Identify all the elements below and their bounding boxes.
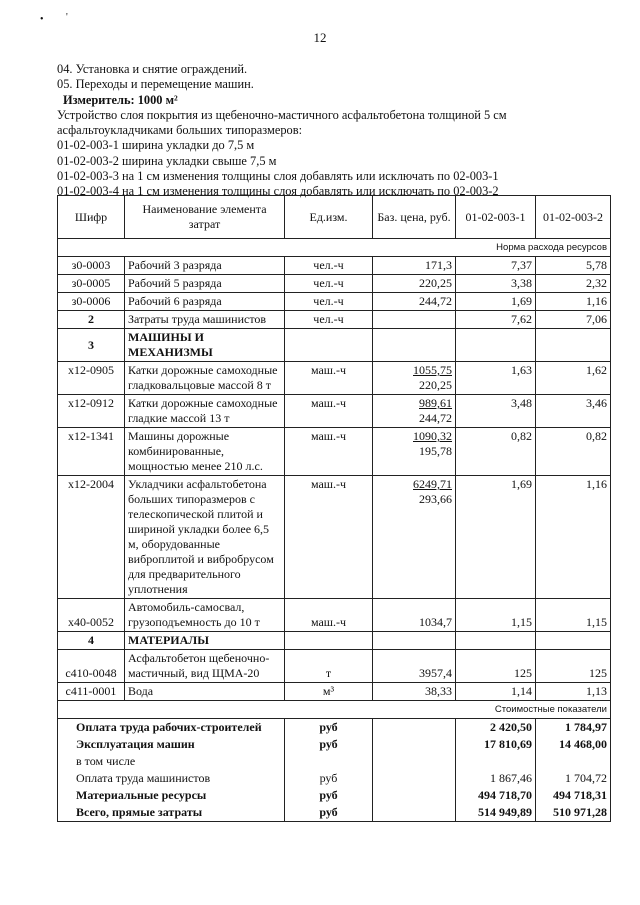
cost-name: Всего, прямые затраты — [58, 804, 285, 822]
cost-name: Оплата труда машинистов — [58, 770, 285, 787]
cost-row — [58, 804, 611, 822]
cell-v1: 1,14 — [456, 683, 536, 701]
cell-code: с411-0001 — [58, 683, 125, 701]
price-primary: 6249,71 — [413, 477, 452, 491]
cell-code: х12-0912 — [58, 395, 125, 428]
cost-v1: 2 420,50 — [456, 719, 536, 737]
cost-name: Эксплуатация машин — [58, 736, 285, 753]
cost-unit — [285, 753, 373, 770]
cell-unit: маш.-ч — [285, 599, 373, 632]
cell-v2: 0,82 — [536, 428, 611, 476]
price-secondary: 195,78 — [419, 444, 452, 458]
cost-label-row — [58, 701, 611, 719]
cell-price — [373, 311, 456, 329]
cell-v2: 125 — [536, 650, 611, 683]
cell-code: х12-0905 — [58, 362, 125, 395]
price-primary: 1034,7 — [419, 615, 452, 629]
section-row — [58, 632, 611, 650]
cell-v2: 1,13 — [536, 683, 611, 701]
cell-price — [373, 476, 456, 599]
code-line: 01-02-003-3 на 1 см изменения толщины слоя добавлять или исключать по 02-003-1 — [57, 169, 499, 184]
cost-unit: руб — [285, 719, 373, 737]
price-secondary: 293,66 — [419, 492, 452, 506]
norm-label-row — [58, 239, 611, 257]
header-col2: 01-02-003-2 — [536, 196, 611, 239]
header-price: Баз. цена, руб. — [373, 196, 456, 239]
cost-name: в том числе — [58, 753, 285, 770]
cell-unit: чел.-ч — [285, 311, 373, 329]
cost-unit: руб — [285, 804, 373, 822]
cell-v1: 125 — [456, 650, 536, 683]
machinist-row — [58, 311, 611, 329]
cell-unit: маш.-ч — [285, 395, 373, 428]
cell-unit: чел.-ч — [285, 257, 373, 275]
cell-name: Катки дорожные самоходные гладковальцовые массой 8 т — [125, 362, 285, 395]
cell-code: з0-0003 — [58, 257, 125, 275]
cost-row — [58, 719, 611, 737]
table-header-row — [58, 196, 611, 239]
cost-row — [58, 787, 611, 804]
cell-unit: чел.-ч — [285, 293, 373, 311]
code-line: 01-02-003-1 ширина укладки до 7,5 м — [57, 138, 255, 153]
cell-empty — [373, 770, 456, 787]
cost-v1: 514 949,89 — [456, 804, 536, 822]
cell-empty — [456, 329, 536, 362]
cell-code: с410-0048 — [58, 650, 125, 683]
cell-v2: 1,16 — [536, 476, 611, 599]
header-code: Шифр — [58, 196, 125, 239]
cell-price — [373, 362, 456, 395]
scan-mark: • — [40, 14, 44, 25]
intro-line: 04. Установка и снятие ограждений. — [57, 62, 248, 76]
cell-empty — [373, 736, 456, 753]
cell-unit: маш.-ч — [285, 362, 373, 395]
cell-price — [373, 395, 456, 428]
cell-empty — [373, 719, 456, 737]
page-number: 12 — [313, 30, 327, 45]
cell-name: Вода — [125, 683, 285, 701]
cell-price: 38,33 — [373, 683, 456, 701]
table-row — [58, 257, 611, 275]
price-secondary: 244,72 — [419, 411, 452, 425]
cost-unit: руб — [285, 787, 373, 804]
cell-price: 171,3 — [373, 257, 456, 275]
cell-name: Машины дорожные комбинированные, мощностью менее 210 л.с. — [125, 428, 285, 476]
cell-unit: т — [285, 650, 373, 683]
cell-price: 220,25 — [373, 275, 456, 293]
section-name: МАШИНЫ И МЕХАНИЗМЫ — [125, 329, 285, 362]
table-row — [58, 362, 611, 395]
price-primary: 989,61 — [419, 396, 452, 410]
cost-v2: 1 784,97 — [536, 719, 611, 737]
table-row — [58, 275, 611, 293]
cell-empty — [373, 632, 456, 650]
cell-v2: 7,06 — [536, 311, 611, 329]
cost-v1 — [456, 753, 536, 770]
table-row — [58, 395, 611, 428]
cell-name: Затраты труда машинистов — [125, 311, 285, 329]
cell-v2: 5,78 — [536, 257, 611, 275]
section-code: 4 — [58, 632, 125, 650]
section-row — [58, 329, 611, 362]
cost-unit: руб — [285, 736, 373, 753]
description-line: Устройство слоя покрытия из щебеночно-мастичного асфальтобетона толщиной 5 см — [57, 107, 507, 122]
cell-v2: 3,46 — [536, 395, 611, 428]
cost-label: Стоимостные показатели — [58, 701, 611, 719]
cost-unit: руб — [285, 770, 373, 787]
cost-v1: 494 718,70 — [456, 787, 536, 804]
norm-label: Норма расхода ресурсов — [58, 239, 611, 257]
cell-v1: 1,15 — [456, 599, 536, 632]
cost-v1: 1 867,46 — [456, 770, 536, 787]
measure-line: Измеритель: 1000 м² — [63, 92, 178, 107]
cost-v2: 1 704,72 — [536, 770, 611, 787]
cell-price — [373, 599, 456, 632]
cell-v1: 7,62 — [456, 311, 536, 329]
header-unit: Ед.изм. — [285, 196, 373, 239]
cell-name: Рабочий 3 разряда — [125, 257, 285, 275]
cell-unit: маш.-ч — [285, 428, 373, 476]
cell-v2: 1,62 — [536, 362, 611, 395]
cost-name: Оплата труда рабочих-строителей — [58, 719, 285, 737]
header-col1: 01-02-003-1 — [456, 196, 536, 239]
cell-v2: 2,32 — [536, 275, 611, 293]
cell-code: 2 — [58, 311, 125, 329]
cost-name: Материальные ресурсы — [58, 787, 285, 804]
header-name: Наименование элемента затрат — [125, 196, 285, 239]
code-line: 01-02-003-4 на 1 см изменения толщины слоя добавлять или исключать по 02-003-2 — [57, 184, 499, 199]
cell-v1: 7,37 — [456, 257, 536, 275]
cell-empty — [373, 787, 456, 804]
cost-v2: 14 468,00 — [536, 736, 611, 753]
cell-v1: 0,82 — [456, 428, 536, 476]
cost-v2 — [536, 753, 611, 770]
price-secondary: 220,25 — [419, 378, 452, 392]
table-row — [58, 428, 611, 476]
cost-v2: 494 718,31 — [536, 787, 611, 804]
cell-unit: маш.-ч — [285, 476, 373, 599]
cell-name: Автомобиль-самосвал, грузоподъемность до 10 т — [125, 599, 285, 632]
cell-v1: 1,69 — [456, 293, 536, 311]
cell-name: Катки дорожные самоходные гладкие массой 13 т — [125, 395, 285, 428]
cell-empty — [536, 632, 611, 650]
table-row — [58, 683, 611, 701]
cost-row — [58, 753, 611, 770]
cell-code: з0-0006 — [58, 293, 125, 311]
cell-code: х12-2004 — [58, 476, 125, 599]
section-code: 3 — [58, 329, 125, 362]
cell-v1: 3,38 — [456, 275, 536, 293]
price-primary: 1090,32 — [413, 429, 452, 443]
table-row — [58, 293, 611, 311]
scan-mark: ' — [66, 12, 68, 23]
cell-empty — [285, 329, 373, 362]
norm-table — [57, 195, 611, 822]
cell-unit: чел.-ч — [285, 275, 373, 293]
cell-name: Укладчики асфальтобетона больших типоразмеров с телескопической плитой и шириной укладки более 6,5 м, оборудованные виброплитой и вибробрусом для предварительного уплотнения — [125, 476, 285, 599]
cell-v1: 3,48 — [456, 395, 536, 428]
cell-v2: 1,15 — [536, 599, 611, 632]
cell-price: 3957,4 — [373, 650, 456, 683]
price-primary: 1055,75 — [413, 363, 452, 377]
table-row — [58, 476, 611, 599]
cell-v1: 1,69 — [456, 476, 536, 599]
cell-empty — [373, 804, 456, 822]
cell-empty — [456, 632, 536, 650]
cell-code: х12-1341 — [58, 428, 125, 476]
cell-empty — [536, 329, 611, 362]
cell-v1: 1,63 — [456, 362, 536, 395]
cost-row — [58, 770, 611, 787]
cost-row — [58, 736, 611, 753]
cell-empty — [285, 632, 373, 650]
cell-v2: 1,16 — [536, 293, 611, 311]
cell-code: х40-0052 — [58, 599, 125, 632]
cell-empty — [373, 753, 456, 770]
cell-code: з0-0005 — [58, 275, 125, 293]
cell-name: Асфальтобетон щебеночно-мастичный, вид ЩМА-20 — [125, 650, 285, 683]
table-row — [58, 599, 611, 632]
code-line: 01-02-003-2 ширина укладки свыше 7,5 м — [57, 153, 277, 168]
cell-price — [373, 428, 456, 476]
table-row — [58, 650, 611, 683]
cell-unit: м³ — [285, 683, 373, 701]
cell-name: Рабочий 6 разряда — [125, 293, 285, 311]
cell-price: 244,72 — [373, 293, 456, 311]
section-name: МАТЕРИАЛЫ — [125, 632, 285, 650]
cell-empty — [373, 329, 456, 362]
cost-v1: 17 810,69 — [456, 736, 536, 753]
intro-block — [57, 62, 617, 200]
description-line: асфальтоукладчиками больших типоразмеров: — [57, 123, 303, 138]
cost-v2: 510 971,28 — [536, 804, 611, 822]
intro-line: 05. Переходы и перемещение машин. — [57, 77, 254, 92]
cell-name: Рабочий 5 разряда — [125, 275, 285, 293]
